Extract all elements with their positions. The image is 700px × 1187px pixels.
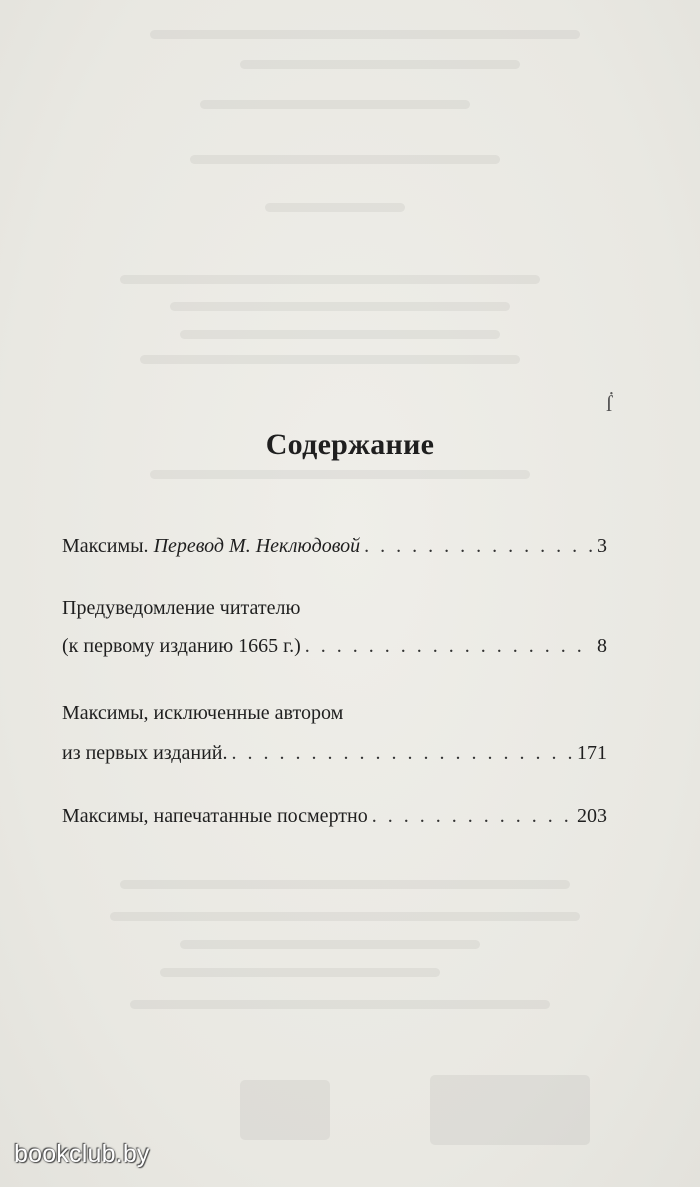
toc-entry-foreword[interactable] — [62, 593, 607, 661]
bleed-through — [190, 155, 500, 164]
bleed-through — [120, 275, 540, 284]
toc-page-number: 8 — [597, 635, 607, 657]
bleed-through — [265, 203, 405, 212]
bleed-through — [180, 940, 480, 949]
bleed-through — [170, 302, 510, 311]
bleed-through — [430, 1075, 590, 1145]
bleed-through — [150, 30, 580, 39]
bleed-through — [120, 880, 570, 889]
bleed-through — [180, 330, 500, 339]
toc-page-number: 203 — [577, 805, 607, 827]
toc-entry-title-line2: (к первому изданию 1665 г.) — [62, 635, 301, 657]
bleed-through — [150, 470, 530, 479]
toc-entry-maxims[interactable] — [62, 531, 607, 561]
toc-entry-excluded-maxims[interactable] — [62, 698, 607, 768]
dot-leader — [305, 631, 593, 661]
bleed-through — [240, 1080, 330, 1140]
dot-leader — [364, 531, 593, 561]
dot-leader — [231, 738, 573, 768]
toc-entry-posthumous-maxims[interactable] — [62, 801, 607, 831]
bleed-through — [130, 1000, 550, 1009]
margin-mark: ẛ — [606, 391, 613, 416]
bleed-through — [240, 60, 520, 69]
bleed-through — [140, 355, 520, 364]
bleed-through — [110, 912, 580, 921]
site-watermark: bookclub.by — [14, 1140, 150, 1168]
toc-entry-translator: Перевод М. Неклюдовой — [153, 535, 361, 557]
toc-entry-title: Максимы. — [62, 535, 149, 557]
page-title: Содержание — [265, 428, 435, 461]
toc-page-number: 3 — [597, 535, 607, 557]
toc-entry-title: Максимы, напечатанные посмертно — [62, 805, 368, 827]
toc-entry-title-line2: из первых изданий. — [62, 742, 228, 764]
toc-page-number: 171 — [577, 742, 607, 764]
toc-entry-title-line1: Предуведомление читателю — [62, 597, 301, 619]
toc-entry-title-line1: Максимы, исключенные автором — [62, 702, 344, 724]
bleed-through — [200, 100, 470, 109]
bleed-through — [160, 968, 440, 977]
dot-leader — [372, 801, 573, 831]
